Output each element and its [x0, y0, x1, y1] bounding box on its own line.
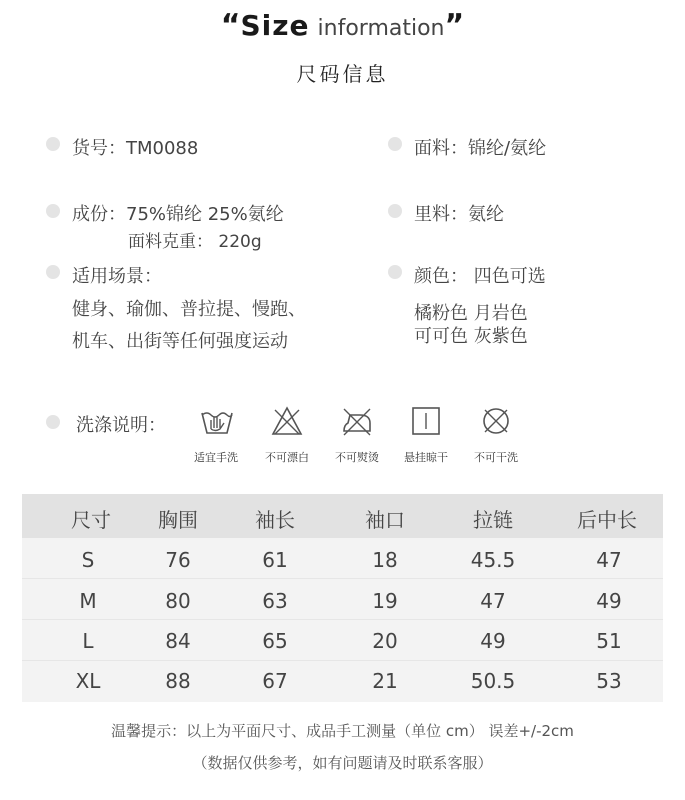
- table-cell: L: [82, 629, 94, 653]
- table-cell: 50.5: [470, 669, 516, 693]
- table-cell: 76: [165, 548, 191, 572]
- table-cell: 51: [596, 629, 622, 653]
- table-cell: 21: [372, 669, 398, 693]
- color-line-2: 可可色 灰紫色: [414, 326, 528, 347]
- table-cell: 20: [372, 629, 398, 653]
- usage-label: 适用场景：: [72, 266, 162, 287]
- lining: 里料：氨纶: [414, 204, 504, 225]
- header-back-length: 后中长: [577, 508, 637, 532]
- row-divider: [22, 660, 663, 661]
- usage-line-2: 机车、出街等任何强度运动: [72, 331, 288, 352]
- item-number: 货号：TM0088: [72, 138, 199, 159]
- table-cell: 80: [165, 589, 191, 613]
- table-cell: 18: [372, 548, 398, 572]
- row-divider: [22, 619, 663, 620]
- table-cell: 63: [262, 589, 288, 613]
- care-label: 洗涤说明：: [76, 415, 166, 436]
- table-cell: 84: [165, 629, 191, 653]
- table-cell: 47: [480, 589, 506, 613]
- header-sleeve: 袖长: [255, 508, 295, 532]
- bullet-dot: [46, 137, 60, 151]
- header-cuff: 袖口: [365, 508, 405, 532]
- fabric-weight: 面料克重： 220g: [128, 232, 262, 252]
- table-cell: 65: [262, 629, 288, 653]
- table-cell: 45.5: [470, 548, 516, 572]
- composition: 成份：75%锦纶 25%氨纶: [72, 204, 284, 225]
- row-divider: [22, 578, 663, 579]
- care-item-label: 适宜手洗: [194, 451, 238, 464]
- header-zipper: 拉链: [473, 508, 513, 532]
- hand-wash-icon: [199, 405, 235, 437]
- page-subtitle: 尺码信息: [296, 62, 389, 86]
- header-chest: 胸围: [158, 508, 198, 532]
- header-size: 尺寸: [71, 508, 111, 532]
- bullet-dot: [388, 265, 402, 279]
- table-cell: 49: [480, 629, 506, 653]
- table-cell: 47: [596, 548, 622, 572]
- care-item-label: 不可漂白: [265, 451, 309, 464]
- table-cell: 61: [262, 548, 288, 572]
- no-bleach-icon: [270, 405, 304, 437]
- close-quote: ”: [444, 8, 465, 43]
- open-quote: “: [220, 8, 241, 43]
- color-line-1: 橘粉色 月岩色: [414, 303, 528, 324]
- bullet-dot: [46, 415, 60, 429]
- bullet-dot: [388, 204, 402, 218]
- bullet-dot: [46, 204, 60, 218]
- bullet-dot: [46, 265, 60, 279]
- no-dry-clean-icon: [480, 405, 512, 437]
- title-size: Size: [240, 9, 310, 42]
- table-cell: 67: [262, 669, 288, 693]
- table-cell: S: [81, 548, 95, 572]
- table-cell: 19: [372, 589, 398, 613]
- care-item-label: 不可熨烫: [335, 451, 379, 464]
- table-header: [22, 494, 663, 538]
- reference-note: （数据仅供参考，如有问题请及时联系客服）: [192, 754, 493, 772]
- usage-line-1: 健身、瑜伽、普拉提、慢跑、: [72, 299, 306, 320]
- care-item-label: 悬挂晾干: [404, 451, 448, 464]
- size-table: [22, 494, 663, 702]
- measurement-note: 温馨提示：以上为平面尺寸、成品手工测量（单位 cm） 误差+/-2cm: [111, 722, 574, 740]
- table-cell: 53: [596, 669, 622, 693]
- color-label: 颜色： 四色可选: [414, 266, 546, 287]
- care-item-label: 不可干洗: [474, 451, 518, 464]
- bullet-dot: [388, 137, 402, 151]
- fabric: 面料：锦纶/氨纶: [414, 138, 547, 159]
- table-cell: XL: [75, 669, 101, 693]
- table-cell: 49: [596, 589, 622, 613]
- table-cell: M: [79, 589, 97, 613]
- size-information-title: [0, 8, 685, 43]
- title-information: information: [317, 16, 445, 41]
- hang-dry-icon: [411, 405, 441, 437]
- no-iron-icon: [340, 405, 374, 437]
- table-cell: 88: [165, 669, 191, 693]
